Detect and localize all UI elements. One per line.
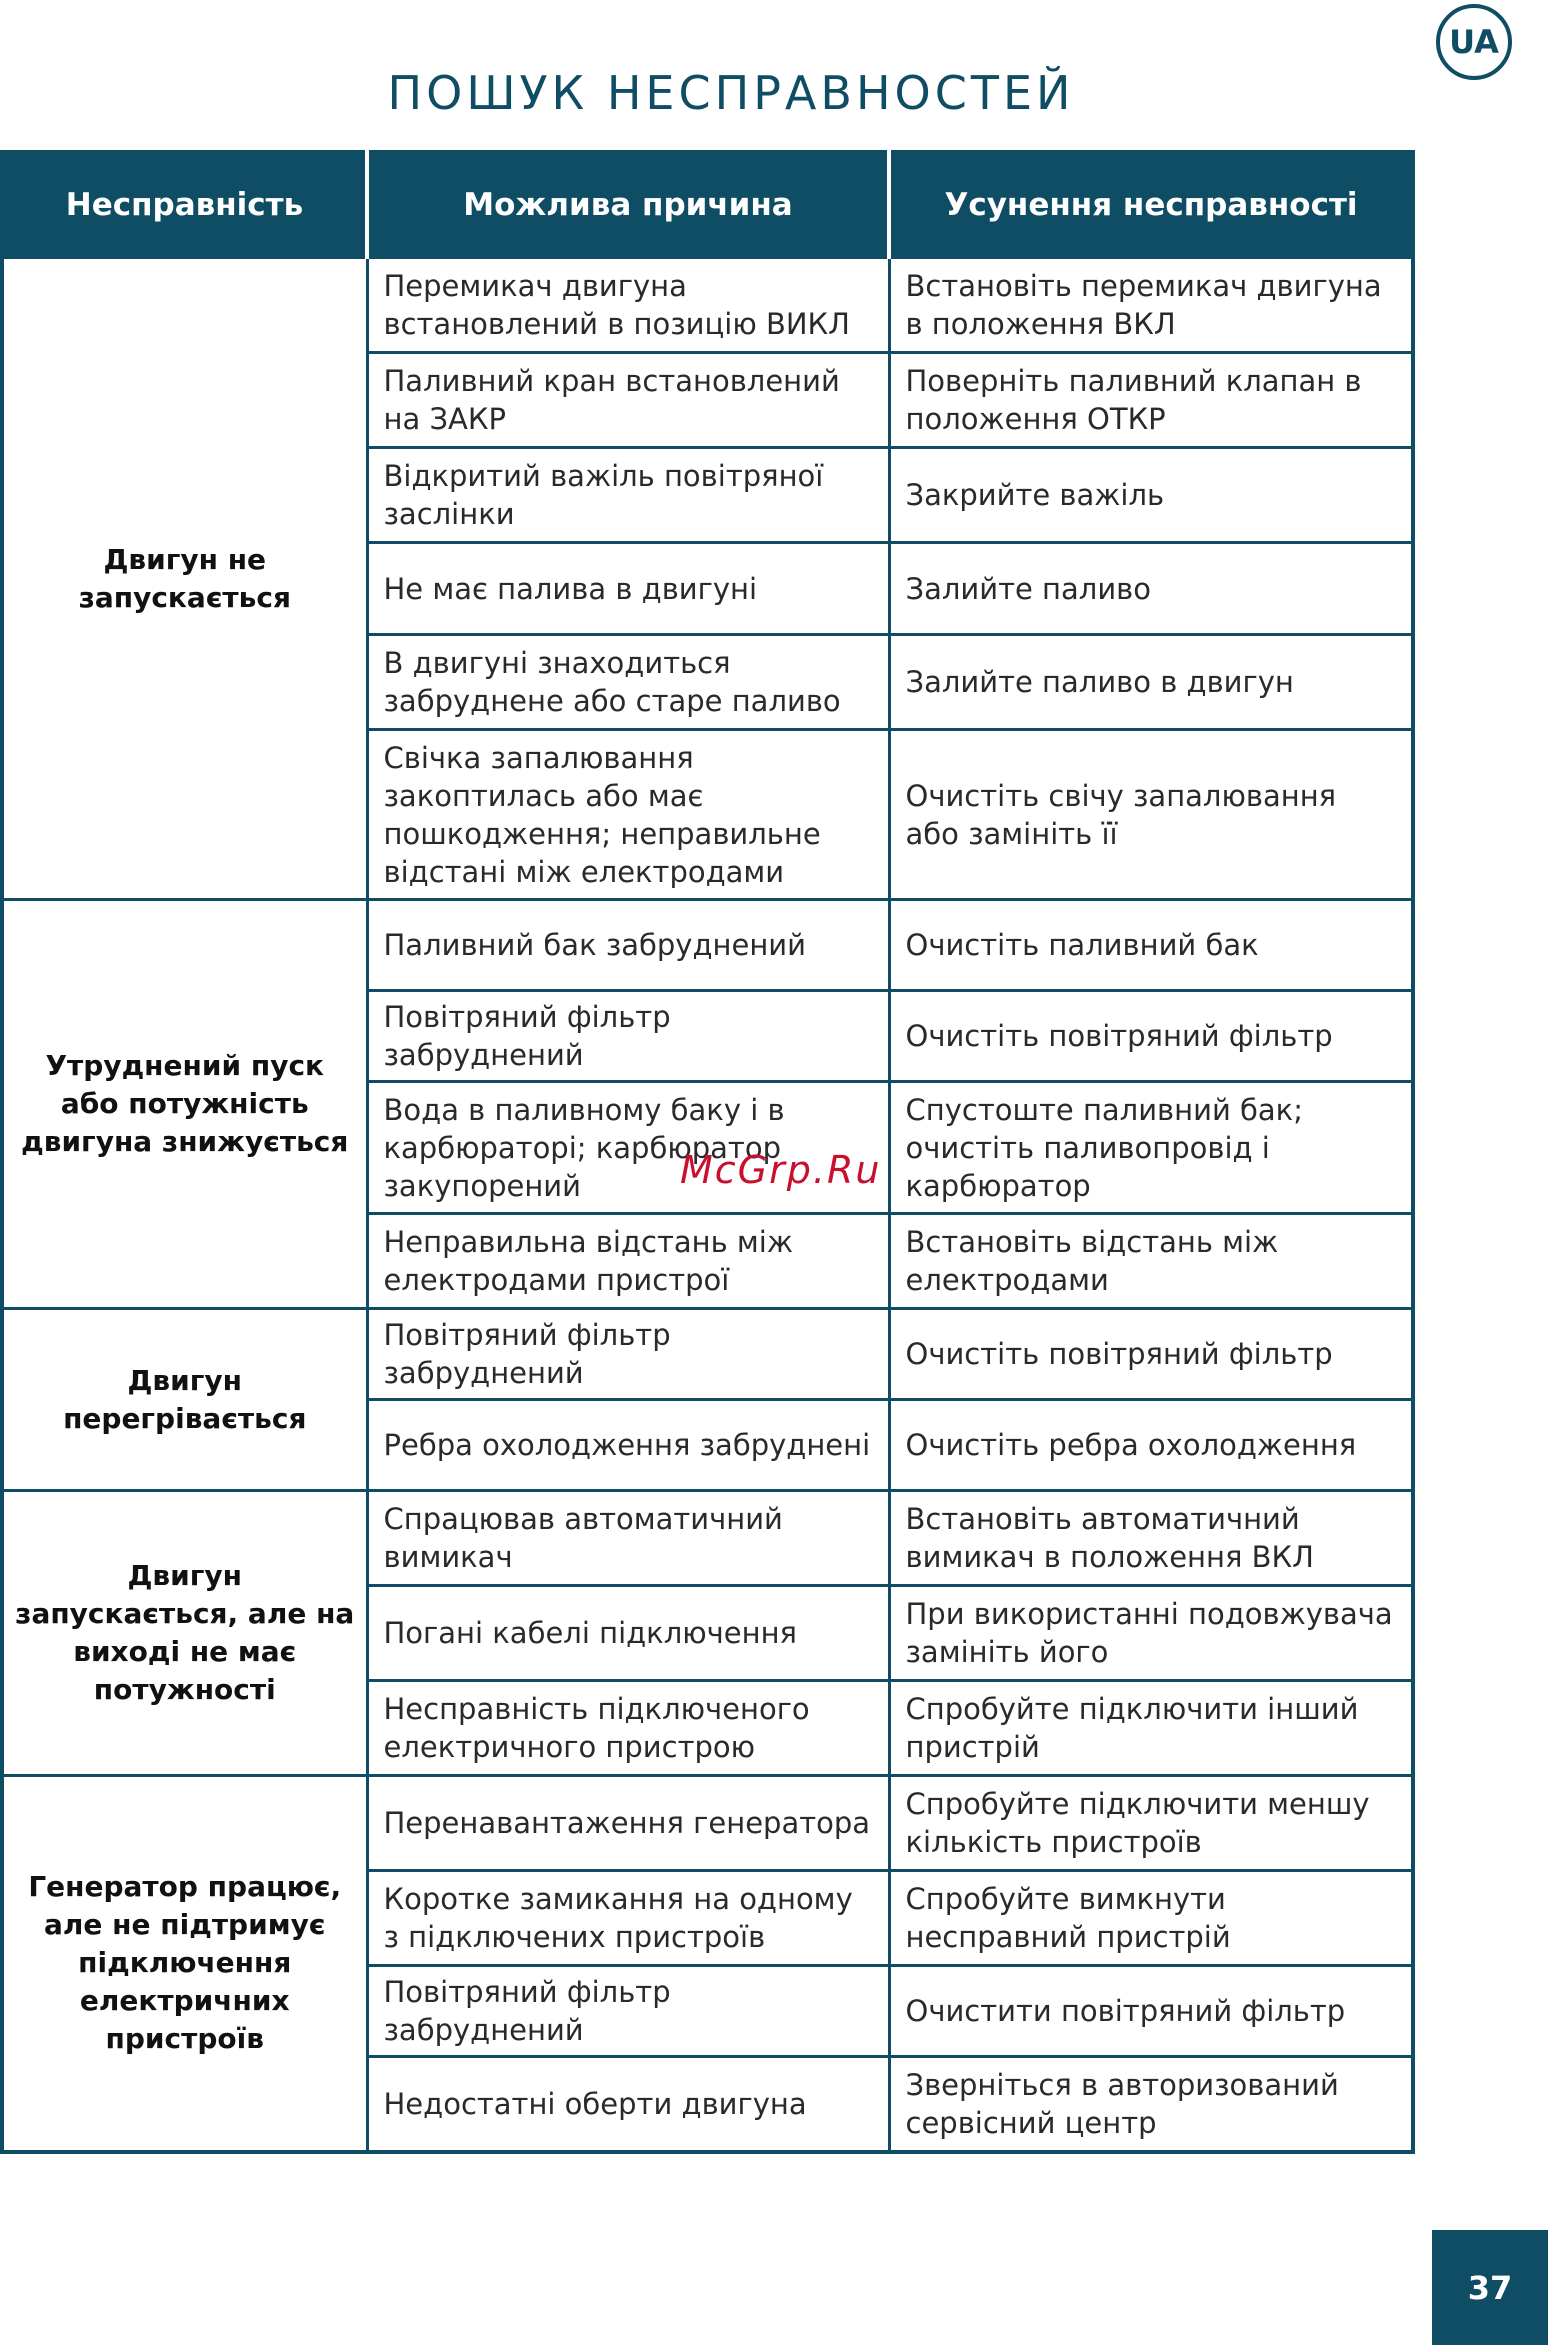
fix-cell: Спробуйте підключити інший пристрій: [889, 1681, 1413, 1776]
table-row: [2, 1491, 1413, 1586]
fix-cell: При використанні подовжувача замініть його: [889, 1586, 1413, 1681]
header-issue: Несправність: [2, 152, 367, 258]
fix-cell: Очистіть ребра охолодження: [889, 1400, 1413, 1491]
language-badge: UA: [1436, 4, 1512, 80]
fix-cell: Спустоште паливний бак; очистіть паливопровід і карбюратор: [889, 1082, 1413, 1214]
cause-cell: Повітряний фільтр забруднений: [367, 1966, 889, 2057]
issue-cell: Генератор працює, але не підтримує підключення електричних пристроїв: [2, 1776, 367, 2152]
cause-cell: Погані кабелі підключення: [367, 1586, 889, 1681]
cause-cell: Свічка запалювання закоптилась або має пошкодження; неправильне відстані між електродами: [367, 730, 889, 900]
cause-cell: Спрацював автоматичний вимикач: [367, 1491, 889, 1586]
table-header-row: [2, 152, 1413, 258]
table-row: [2, 1776, 1413, 1871]
fix-cell: Спробуйте підключити меншу кількість пристроїв: [889, 1776, 1413, 1871]
fix-cell: Поверніть паливний клапан в положення ОТКР: [889, 353, 1413, 448]
table-row: [2, 1309, 1413, 1400]
header-fix: Усунення несправності: [889, 152, 1413, 258]
fix-cell: Встановіть автоматичний вимикач в положення ВКЛ: [889, 1491, 1413, 1586]
cause-cell: Перенавантаження генератора: [367, 1776, 889, 1871]
fix-cell: Очистіть паливний бак: [889, 900, 1413, 991]
cause-cell: Відкритий важіль повітряної заслінки: [367, 448, 889, 543]
watermark: McGrp.Ru: [680, 1148, 882, 1192]
fix-cell: Очистити повітряний фільтр: [889, 1966, 1413, 2057]
fix-cell: Очистіть свічу запалювання або замініть її: [889, 730, 1413, 900]
issue-cell: Утруднений пуск або потужність двигуна знижується: [2, 900, 367, 1309]
cause-cell: Не має палива в двигуні: [367, 543, 889, 635]
cause-cell: Ребра охолодження забруднені: [367, 1400, 889, 1491]
cause-cell: Вода в паливному баку і в карбюраторі; карбюратор закупорений: [367, 1082, 889, 1214]
issue-cell: Двигун не запускається: [2, 258, 367, 900]
cause-cell: Несправність підключеного електричного пристрою: [367, 1681, 889, 1776]
fix-cell: Встановіть перемикач двигуна в положення ВКЛ: [889, 258, 1413, 353]
cause-cell: Повітряний фільтр забруднений: [367, 991, 889, 1082]
issue-cell: Двигун запускається, але на виході не має потужності: [2, 1491, 367, 1776]
cause-cell: Перемикач двигуна встановлений в позицію ВИКЛ: [367, 258, 889, 353]
cause-cell: В двигуні знаходиться забруднене або старе паливо: [367, 635, 889, 730]
fix-cell: Очистіть повітряний фільтр: [889, 991, 1413, 1082]
cause-cell: Неправильна відстань між електродами пристрої: [367, 1214, 889, 1309]
fix-cell: Зверніться в авторизований сервісний центр: [889, 2057, 1413, 2152]
cause-cell: Коротке замикання на одному з підключених пристроїв: [367, 1871, 889, 1966]
cause-cell: Паливний бак забруднений: [367, 900, 889, 991]
fix-cell: Залийте паливо: [889, 543, 1413, 635]
table-row: [2, 900, 1413, 991]
fix-cell: Очистіть повітряний фільтр: [889, 1309, 1413, 1400]
fix-cell: Встановіть відстань між електродами: [889, 1214, 1413, 1309]
cause-cell: Недостатні оберти двигуна: [367, 2057, 889, 2152]
cause-cell: Паливний кран встановлений на ЗАКР: [367, 353, 889, 448]
cause-cell: Повітряний фільтр забруднений: [367, 1309, 889, 1400]
issue-cell: Двигун перегрівається: [2, 1309, 367, 1491]
fix-cell: Спробуйте вимкнути несправний пристрій: [889, 1871, 1413, 1966]
page-title: ПОШУК НЕСПРАВНОСТЕЙ: [387, 66, 1075, 120]
table-row: [2, 258, 1413, 353]
header-cause: Можлива причина: [367, 152, 889, 258]
page-number: 37: [1432, 2230, 1548, 2345]
fix-cell: Залийте паливо в двигун: [889, 635, 1413, 730]
fix-cell: Закрийте важіль: [889, 448, 1413, 543]
